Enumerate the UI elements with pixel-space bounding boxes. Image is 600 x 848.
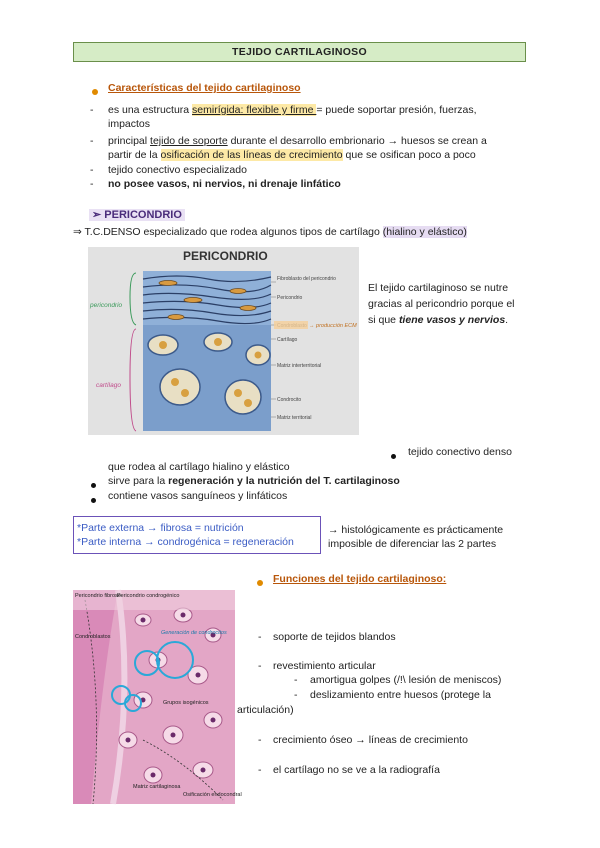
annotation-generacion: Generación de condrocitos bbox=[161, 630, 227, 636]
label-matriz-cartilaginosa: Matriz cartilaginosa bbox=[133, 784, 181, 790]
bullet-icon bbox=[257, 577, 263, 589]
list-item: contiene vasos sanguíneos y linfáticos bbox=[108, 490, 288, 502]
label-condroblastos: Condroblastos bbox=[75, 634, 111, 640]
label-condrocito: Condrocito bbox=[277, 397, 302, 403]
box-note: → histológicamente es prácticamente bbox=[328, 524, 504, 536]
side-label-cartilago: cartílago bbox=[96, 382, 121, 389]
list-item: no posee vasos, ni nervios, ni drenaje linfático bbox=[108, 178, 341, 190]
list-item bbox=[108, 104, 477, 116]
image-note-line bbox=[368, 314, 508, 326]
page-title: TEJIDO CARTILAGINOSO bbox=[73, 42, 526, 62]
box-note: imposible de diferenciar las 2 partes bbox=[328, 538, 497, 550]
list-item bbox=[108, 475, 400, 487]
label-matriz-territorial: Matriz territorial bbox=[277, 415, 312, 421]
dash-icon: - bbox=[90, 164, 94, 176]
text: ⇒ T.C.DENSO especializado que rodea algunos tipos de cartílago bbox=[73, 226, 383, 238]
highlight: osificación de las líneas de crecimiento bbox=[160, 149, 343, 161]
annotation-ecm: → producción ECM bbox=[309, 323, 357, 329]
list-item: revestimiento articular bbox=[273, 660, 376, 672]
list-item bbox=[108, 135, 487, 147]
underlined-text: tejido de soporte bbox=[150, 135, 228, 147]
pericondrio-diagram bbox=[88, 247, 359, 435]
label-fibroblasto: Fibroblasto del pericondrio bbox=[277, 276, 336, 282]
text: . bbox=[505, 314, 509, 326]
box-line: *Parte externa → fibrosa = nutrición bbox=[77, 522, 244, 534]
histology-image bbox=[73, 590, 242, 804]
list-item: el cartílago no se ve a la radiografía bbox=[273, 764, 440, 776]
highlight: (hialino y elástico) bbox=[382, 226, 467, 238]
dash-icon: - bbox=[90, 104, 94, 116]
list-item: crecimiento óseo → líneas de crecimiento bbox=[273, 734, 468, 746]
bold-text: tiene vasos y nervios bbox=[398, 314, 506, 326]
list-item-cont: impactos bbox=[108, 118, 151, 130]
highlight: semirígida: flexible y firme bbox=[192, 104, 317, 116]
dash-icon: - bbox=[258, 734, 262, 746]
text: es una estructura bbox=[108, 104, 193, 116]
image-note-line: gracias al pericondrio porque el bbox=[368, 298, 515, 310]
bold-text: regeneración y la nutrición del T. cartilaginoso bbox=[168, 475, 400, 487]
box-line: *Parte interna → condrogénica = regeneración bbox=[77, 536, 294, 548]
dash-icon: - bbox=[258, 631, 262, 643]
pericondrio-definition bbox=[73, 226, 467, 238]
bullet-icon bbox=[92, 86, 98, 98]
text: sirve para la bbox=[108, 475, 169, 487]
section-heading-caracteristicas: Características del tejido cartilaginoso bbox=[108, 82, 301, 94]
text: principal bbox=[108, 135, 151, 147]
list-item-cont bbox=[108, 149, 476, 161]
list-item: amortigua golpes (/!\ lesión de meniscos) bbox=[310, 674, 502, 686]
dash-icon: - bbox=[258, 660, 262, 672]
diagram-title: PERICONDRIO bbox=[183, 249, 268, 263]
section-heading-funciones: Funciones del tejido cartilaginoso: bbox=[273, 573, 447, 585]
section-heading-pericondrio bbox=[89, 208, 185, 221]
image-note-line: El tejido cartilaginoso se nutre bbox=[368, 282, 509, 294]
text: durante el desarrollo embrionario → huesos se crean a bbox=[227, 135, 487, 147]
side-label-pericondrio: pericondrio bbox=[90, 302, 123, 309]
heading-text: ➢ PERICONDRIO bbox=[89, 209, 185, 221]
dash-icon: - bbox=[294, 674, 298, 686]
text: partir de la bbox=[108, 149, 161, 161]
label-cartilago: Cartílago bbox=[277, 337, 298, 343]
text: = puede soportar presión, fuerzas, bbox=[316, 104, 477, 116]
list-item: tejido conectivo especializado bbox=[108, 164, 247, 176]
bullet-icon bbox=[91, 479, 96, 491]
pericondrio-parts-box bbox=[73, 516, 321, 554]
list-item: tejido conectivo denso bbox=[408, 446, 512, 458]
dash-icon: - bbox=[90, 178, 94, 190]
list-item-cont: que rodea al cartílago hialino y elástico bbox=[108, 461, 290, 473]
bullet-icon bbox=[391, 450, 396, 462]
dash-icon: - bbox=[294, 689, 298, 701]
list-item: soporte de tejidos blandos bbox=[273, 631, 396, 643]
text: si que bbox=[368, 314, 399, 326]
list-item: deslizamiento entre huesos (protege la bbox=[310, 689, 491, 701]
dash-icon: - bbox=[258, 764, 262, 776]
label-grupos-isogenicos: Grupos isogénicos bbox=[163, 700, 209, 706]
label-osificacion: Osificación endocondral bbox=[183, 792, 242, 798]
text: que se osifican poco a poco bbox=[342, 149, 476, 161]
bullet-icon bbox=[91, 494, 96, 506]
label-pericondrio-condrogenico: Pericondrio condrogénico bbox=[117, 593, 180, 599]
list-item-cont: articulación) bbox=[237, 704, 294, 716]
label-matriz-inter: Matriz interterritorial bbox=[277, 363, 322, 369]
label-pericondrio: Pericondrio bbox=[277, 295, 303, 301]
label-pericondrio-fibroso: Pericondrio fibroso bbox=[75, 593, 121, 599]
dash-icon: - bbox=[90, 135, 94, 147]
